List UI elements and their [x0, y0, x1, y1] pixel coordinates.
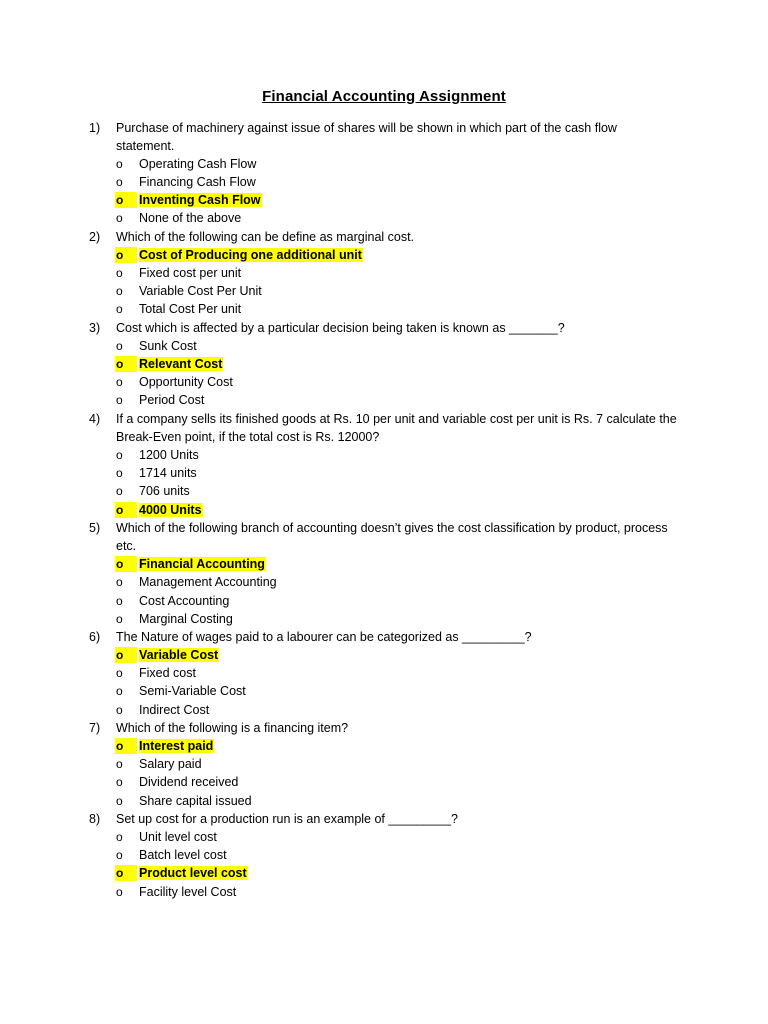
- question-list: [0, 119, 768, 901]
- option-label: Operating Cash Flow: [139, 156, 257, 171]
- bullet-icon: o: [116, 466, 123, 481]
- bullet-icon: o: [116, 357, 124, 371]
- bullet-icon: o: [116, 175, 123, 190]
- question-item: [0, 119, 768, 228]
- bullet-icon: o: [116, 611, 123, 626]
- option-label: Relevant Cost: [139, 357, 223, 371]
- answer-option: [0, 173, 768, 191]
- option-label: Fixed cost per unit: [139, 266, 242, 281]
- option-label: Fixed cost: [139, 666, 196, 681]
- question-item: [0, 719, 768, 810]
- option-label: Cost Accounting: [139, 593, 230, 608]
- question-item: [0, 410, 768, 519]
- bullet-icon: o: [116, 211, 123, 226]
- bullet-icon: o: [116, 757, 123, 772]
- question-number: 3): [89, 320, 101, 335]
- answer-option: [0, 482, 768, 500]
- bullet-icon: o: [116, 793, 123, 808]
- question-text: Set up cost for a production run is an example of _________?: [116, 811, 458, 826]
- question-text: Which of the following is a financing item?: [116, 720, 349, 735]
- answer-option: [0, 446, 768, 464]
- question-text: Purchase of machinery against issue of shares will be shown in which part of the cash flow statement.: [116, 120, 617, 153]
- option-label: Facility level Cost: [139, 884, 237, 899]
- answer-option-highlighted: [0, 646, 768, 664]
- option-label: Batch level cost: [139, 848, 227, 863]
- document-title: Financial Accounting Assignment: [262, 88, 506, 105]
- option-label: None of the above: [139, 211, 242, 226]
- answer-option-highlighted: [0, 864, 768, 882]
- bullet-icon: o: [116, 775, 123, 790]
- bullet-icon: o: [116, 266, 123, 281]
- bullet-icon: o: [116, 575, 123, 590]
- bullet-icon: o: [116, 848, 123, 863]
- answer-option: [0, 755, 768, 773]
- option-label: Sunk Cost: [139, 338, 197, 353]
- question-text-block: [0, 719, 768, 737]
- option-label: Semi-Variable Cost: [139, 684, 246, 699]
- answer-option: [0, 391, 768, 409]
- option-label: 4000 Units: [139, 502, 202, 517]
- question-number: 1): [89, 120, 101, 135]
- option-label: Period Cost: [139, 393, 205, 408]
- option-label: Financial Accounting: [139, 557, 265, 572]
- question-item: [0, 810, 768, 901]
- question-item: [0, 319, 768, 410]
- bullet-icon: o: [116, 739, 124, 754]
- bullet-icon: o: [116, 866, 124, 881]
- question-text-block: [0, 519, 768, 555]
- bullet-icon: o: [116, 375, 123, 390]
- answer-option: [0, 792, 768, 810]
- question-number: 2): [89, 229, 101, 244]
- answer-option: [0, 664, 768, 682]
- bullet-icon: o: [116, 648, 124, 663]
- bullet-icon: o: [116, 338, 123, 353]
- option-label: Cost of Producing one additional unit: [139, 247, 362, 262]
- answer-option-highlighted: [0, 501, 768, 519]
- question-text-block: [0, 119, 768, 155]
- question-text: The Nature of wages paid to a labourer can be categorized as _________?: [116, 629, 532, 644]
- question-number: 5): [89, 520, 101, 535]
- answer-option: [0, 464, 768, 482]
- bullet-icon: o: [116, 702, 123, 717]
- bullet-icon: o: [116, 156, 123, 171]
- answer-option: [0, 592, 768, 610]
- option-label: Total Cost Per unit: [139, 302, 242, 317]
- question-number: 8): [89, 811, 101, 826]
- answer-option: [0, 282, 768, 300]
- bullet-icon: o: [116, 284, 123, 299]
- question-text: If a company sells its finished goods at Rs. 10 per unit and variable cost per unit is Rs. 7 calculate the Break-Even point, if the total cost is Rs. 12000?: [116, 411, 677, 444]
- answer-option: [0, 573, 768, 591]
- answer-option: [0, 682, 768, 700]
- question-item: [0, 519, 768, 628]
- answer-option: [0, 300, 768, 318]
- bullet-icon: o: [116, 593, 123, 608]
- option-label: Management Accounting: [139, 575, 277, 590]
- answer-option: [0, 155, 768, 173]
- question-number: 4): [89, 411, 101, 426]
- answer-option: [0, 610, 768, 628]
- bullet-icon: o: [116, 484, 123, 499]
- answer-option: [0, 883, 768, 901]
- option-label: Variable Cost Per Unit: [139, 284, 262, 299]
- option-label: Product level cost: [139, 866, 247, 881]
- option-label: 1200 Units: [139, 447, 199, 462]
- answer-option-highlighted: [0, 555, 768, 573]
- option-label: Dividend received: [139, 775, 239, 790]
- answer-option-highlighted: [0, 737, 768, 755]
- answer-option-highlighted: [0, 191, 768, 209]
- answer-option: [0, 773, 768, 791]
- option-label: Opportunity Cost: [139, 375, 233, 390]
- bullet-icon: o: [116, 393, 123, 408]
- answer-option-highlighted: [0, 355, 768, 373]
- option-label: Share capital issued: [139, 793, 252, 808]
- question-text-block: [0, 810, 768, 828]
- answer-option-highlighted: [0, 246, 768, 264]
- bullet-icon: o: [116, 247, 124, 262]
- question-text: Which of the following can be define as marginal cost.: [116, 229, 415, 244]
- option-label: Inventing Cash Flow: [139, 193, 261, 208]
- option-label: Financing Cash Flow: [139, 175, 256, 190]
- option-label: Variable Cost: [139, 648, 219, 663]
- question-text-block: [0, 628, 768, 646]
- option-label: 706 units: [139, 484, 190, 499]
- question-number: 7): [89, 720, 101, 735]
- bullet-icon: o: [116, 193, 124, 208]
- answer-option: [0, 264, 768, 282]
- question-text-block: [0, 228, 768, 246]
- answer-option: [0, 337, 768, 355]
- option-label: Indirect Cost: [139, 702, 210, 717]
- question-text: Which of the following branch of accounting doesn’t gives the cost classification by product, process etc.: [116, 520, 668, 553]
- answer-option: [0, 209, 768, 227]
- option-label: Salary paid: [139, 757, 202, 772]
- answer-option: [0, 846, 768, 864]
- answer-option: [0, 373, 768, 391]
- question-text-block: [0, 410, 768, 446]
- question-item: [0, 228, 768, 319]
- bullet-icon: o: [116, 684, 123, 699]
- option-label: Marginal Costing: [139, 611, 233, 626]
- question-text-block: [0, 319, 768, 337]
- option-label: Unit level cost: [139, 829, 217, 844]
- bullet-icon: o: [116, 302, 123, 317]
- question-item: [0, 628, 768, 719]
- bullet-icon: o: [116, 502, 124, 517]
- question-number: 6): [89, 629, 101, 644]
- answer-option: [0, 828, 768, 846]
- bullet-icon: o: [116, 666, 123, 681]
- bullet-icon: o: [116, 447, 123, 462]
- question-text: Cost which is affected by a particular decision being taken is known as _______?: [116, 320, 565, 335]
- bullet-icon: o: [116, 829, 123, 844]
- bullet-icon: o: [116, 557, 124, 572]
- option-label: Interest paid: [139, 739, 214, 754]
- answer-option: [0, 701, 768, 719]
- bullet-icon: o: [116, 884, 123, 899]
- option-label: 1714 units: [139, 466, 197, 481]
